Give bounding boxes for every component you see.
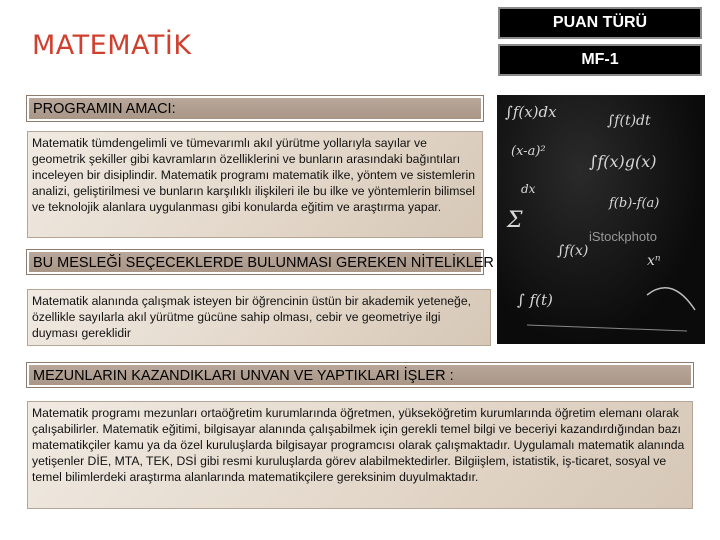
curve-stroke	[647, 288, 695, 310]
formula-text: dx	[521, 182, 536, 196]
section-body-required-qualities: Matematik alanında çalışmak isteyen bir öğrencinin üstün bir akademik yeteneğe, özellikle sayılarla akıl yürütme gücüne sahip olması, cebir ve geometriye ilgi duyması gereklidir	[27, 289, 491, 346]
formula-text: ∫f(x)	[557, 243, 589, 259]
chalk-line	[527, 325, 687, 331]
score-type-label: PUAN TÜRÜ	[498, 7, 702, 39]
formula-text: ∫f(x)dx	[505, 103, 557, 121]
chalkboard-formulas-graphic	[497, 95, 705, 344]
section-body-program-purpose: Matematik tümdengelimli ve tümevarımlı akıl yürütme yollarıyla sayılar ve geometrik şekiller gibi kavramların özelliklerini ve bunların arasındaki bağıntıları inceleyen bir disiplindir. Matematik programı matematik ilke, yöntem ve sistemlerin analizi, geliştirilmesi ve bunların karşılıklı ilişkileri ile bu ilke ve yöntemlerin bilimsel ve teknolojik alanlara uygulanması gibi konularda eğitim ve araştırma yapar.	[27, 131, 483, 238]
section-heading-graduate-titles: MEZUNLARIN KAZANDIKLARI UNVAN VE YAPTIKLARI İŞLER :	[27, 363, 693, 387]
watermark-text: iStockphoto	[589, 229, 657, 244]
section-heading-required-qualities: BU MESLEĞİ SEÇECEKLERDE BULUNMASI GEREKEN NİTELİKLER	[27, 250, 483, 274]
score-type-value: MF-1	[498, 44, 702, 76]
formula-text: ∫f(x)g(x)	[589, 152, 657, 171]
math-formulas-chalkboard-photo	[497, 95, 705, 344]
formula-text: ∫f(t)dt	[607, 113, 651, 129]
page-title: MATEMATİK	[32, 30, 192, 61]
formula-text: (x-a)²	[511, 144, 546, 159]
formula-text: f(b)-f(a)	[609, 196, 660, 211]
section-body-graduate-titles: Matematik programı mezunları ortaöğretim kurumlarında öğretmen, yükseköğretim kurumlarında öğretim elemanı olarak çalışabilirler. Matematik eğitimi, bilgisayar alanında çalışabilmek için gerekli temel bilgi ve beceriyi kazandırdığından bazı matematikçiler kamu ya da özel kuruluşlarda bilgisayar programcısı olarak çalışmaktadır. Uygulamalı matematik alanında yetişenler DİE, MTA, TEK, DSİ gibi resmi kuruluşlarda görev alabilmektedirler. Bilgiişlem, istatistik, iş-ticaret, sosyal ve temel bilimlerdeki araştırma alanlarında matematikçilere gereksinim duyulmaktadır.	[27, 401, 693, 509]
formula-text: ∫ f(t)	[517, 291, 553, 309]
formula-text: xⁿ	[647, 253, 661, 269]
section-heading-program-purpose: PROGRAMIN AMACI:	[27, 96, 483, 121]
formula-text: Σ	[507, 208, 523, 233]
